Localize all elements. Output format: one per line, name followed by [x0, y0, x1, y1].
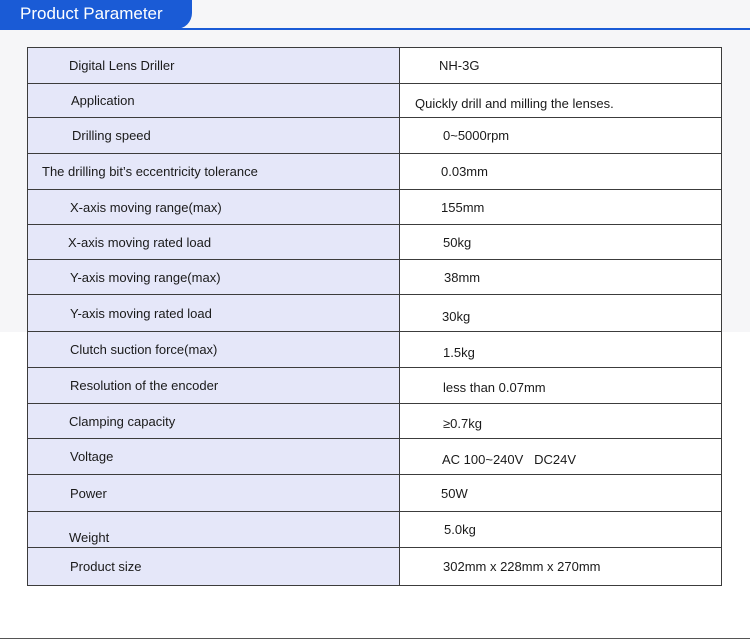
param-label: Power [28, 475, 400, 512]
table-row [28, 332, 722, 368]
param-label: Voltage [28, 439, 400, 475]
table-row [28, 512, 722, 548]
param-value: less than 0.07mm [400, 368, 722, 404]
param-label: X-axis moving range(max) [28, 190, 400, 225]
bottom-divider [0, 638, 750, 639]
table-row [28, 190, 722, 225]
param-value: 1.5kg [400, 332, 722, 368]
param-label: Weight [28, 512, 400, 548]
param-label: Product size [28, 548, 400, 586]
param-value: 50W [400, 475, 722, 512]
param-label: Resolution of the encoder [28, 368, 400, 404]
product-parameter-table [27, 47, 722, 586]
table-row [28, 48, 722, 84]
table-row [28, 225, 722, 260]
table-row [28, 260, 722, 295]
param-label: Y-axis moving rated load [28, 295, 400, 332]
table-row [28, 404, 722, 439]
param-value: 30kg [400, 295, 722, 332]
table-row [28, 548, 722, 586]
param-value: 50kg [400, 225, 722, 260]
table-row [28, 368, 722, 404]
param-value: NH-3G [400, 48, 722, 84]
param-value: AC 100~240V DC24V [400, 439, 722, 475]
param-value: 155mm [400, 190, 722, 225]
table-row [28, 439, 722, 475]
param-label: Clamping capacity [28, 404, 400, 439]
param-label: X-axis moving rated load [28, 225, 400, 260]
section-title: Product Parameter [20, 4, 163, 23]
param-value: 5.0kg [400, 512, 722, 548]
param-label: Clutch suction force(max) [28, 332, 400, 368]
param-label: Application [28, 84, 400, 118]
table-row [28, 295, 722, 332]
table-row [28, 118, 722, 154]
table-row [28, 475, 722, 512]
section-header-tab [0, 0, 192, 29]
param-value: 0~5000rpm [400, 118, 722, 154]
param-value: 302mm x 228mm x 270mm [400, 548, 722, 586]
param-value: ≥0.7kg [400, 404, 722, 439]
param-label: Drilling speed [28, 118, 400, 154]
param-value: Quickly drill and milling the lenses. [400, 84, 722, 118]
param-value: 38mm [400, 260, 722, 295]
param-value: 0.03mm [400, 154, 722, 190]
param-label: The drilling bit’s eccentricity tolerance [28, 154, 400, 190]
table-row [28, 154, 722, 190]
param-label: Y-axis moving range(max) [28, 260, 400, 295]
param-label: Digital Lens Driller [28, 48, 400, 84]
table-row [28, 84, 722, 118]
